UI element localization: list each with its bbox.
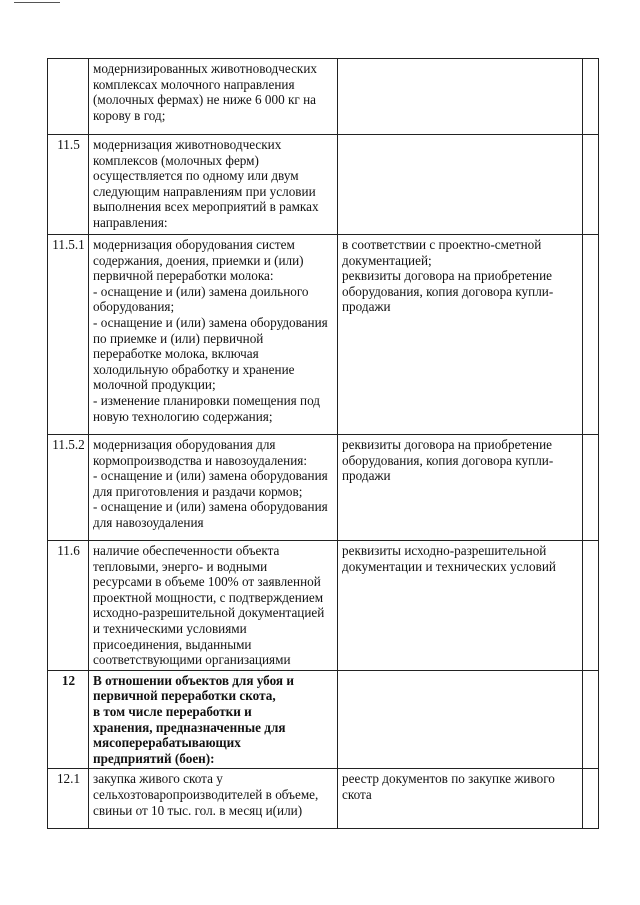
description-line: предприятий (боен): [93,750,215,766]
row-number: 12.1 [48,769,89,829]
row-number: 11.5 [48,135,89,235]
document-line: реквизиты исходно-разрешительной [342,543,547,558]
description-line: - оснащение и (или) замена доильного [93,283,309,299]
confirming-documents [338,670,583,769]
description-line: мясоперерабатывающих [93,735,241,751]
requirements-table [47,58,599,829]
description-line: наличие обеспеченности объекта [93,543,280,558]
table-row [48,670,599,769]
description-line: тепловыми, энерго- и водными [93,558,268,574]
description-line: исходно-разрешительной документацией [93,605,325,621]
description-line: содержания, доения, приемки и (или) [93,252,304,268]
description-line: закупка живого скота у [93,771,223,787]
description-line: направления: [93,214,168,230]
description-line: модернизация животноводческих [93,137,282,152]
description-line: переработке молока, включая [93,346,259,362]
document-line: оборудования, копия договора купли- [342,283,554,299]
requirement-description [89,769,338,829]
document-line: реквизиты договора на приобретение [342,268,553,284]
empty-cell [583,235,599,435]
description-line: и техническими условиями [93,620,247,636]
document-line: оборудования, копия договора купли- [342,452,554,468]
requirement-description [89,435,338,541]
description-line: осуществляется по одному или двум [93,168,299,184]
requirement-description [89,235,338,435]
description-line: модернизация оборудования систем [93,237,295,252]
description-line: первичной переработки молока: [93,268,274,284]
confirming-documents [338,435,583,541]
table-body [48,59,599,829]
empty-cell [583,769,599,829]
table-row [48,59,599,135]
description-line: присоединения, выданными [93,636,252,652]
confirming-documents [338,235,583,435]
document-line: реквизиты договора на приобретение [342,437,553,452]
empty-cell [583,435,599,541]
requirement-description [89,541,338,671]
document-line: реестр документов по закупке живого [342,771,555,787]
description-line: - оснащение и (или) замена оборудования [93,468,328,484]
description-line: модернизация оборудования для [93,437,276,452]
description-line: оборудования; [93,299,175,315]
description-line: хранения, предназначенные для [93,719,286,735]
confirming-documents [338,541,583,671]
empty-cell [583,59,599,135]
confirming-documents [338,769,583,829]
description-line: комплексах молочного направления [93,76,295,92]
description-line: свиньи от 10 тыс. гол. в месяц и(или) [93,802,303,818]
description-line: ресурсами в объеме 100% от заявленной [93,574,321,590]
requirement-description [89,135,338,235]
description-line: для приготовления и раздачи кормов; [93,483,303,499]
description-line: соответствующими организациями [93,652,291,668]
description-line: по приемке и (или) первичной [93,330,264,346]
row-number: 11.6 [48,541,89,671]
description-line: молочной продукции; [93,377,216,393]
description-line: новую технологию содержания; [93,408,273,424]
description-line: холодильную обработку и хранение [93,361,295,377]
empty-cell [583,135,599,235]
description-line: проектной мощности, с подтверждением [93,589,324,605]
requirement-description [89,59,338,135]
description-line: первичной переработки скота, [93,688,276,704]
description-line: следующим направлениям при условии [93,183,316,199]
description-line: в том числе переработки и [93,703,252,719]
document-line: документации и технических условий [342,558,556,574]
table-row [48,135,599,235]
row-number: 11.5.1 [48,235,89,435]
description-line: - оснащение и (или) замена оборудования [93,499,328,515]
description-line: выполнения всех мероприятий в рамках [93,199,319,215]
description-line: - оснащение и (или) замена оборудования [93,314,328,330]
document-line: документацией; [342,252,432,268]
document-line: в соответствии с проектно-сметной [342,237,542,252]
document-line: продажи [342,299,391,315]
confirming-documents [338,135,583,235]
description-line: для навозоудаления [93,514,204,530]
row-number: 12 [48,670,89,769]
table-row [48,435,599,541]
description-line: (молочных фермах) не ниже 6 000 кг на [93,92,317,108]
document-line: скота [342,786,372,802]
table-row [48,541,599,671]
description-line: кормопроизводства и навозоудаления: [93,452,307,468]
description-line: сельхозтоваропроизводителей в объеме, [93,786,319,802]
row-number: 11.5.2 [48,435,89,541]
top-rule [14,2,60,3]
document-line: продажи [342,468,391,484]
description-line: - изменение планировки помещения под [93,392,320,408]
confirming-documents [338,59,583,135]
description-line: комплексов (молочных ферм) [93,152,259,168]
empty-cell [583,541,599,671]
description-line: корову в год; [93,107,166,123]
table-row [48,235,599,435]
description-line: модернизированных животноводческих [93,61,317,76]
row-number [48,59,89,135]
empty-cell [583,670,599,769]
description-line: В отношении объектов для убоя и [93,672,294,688]
requirement-description [89,670,338,769]
table-row [48,769,599,829]
